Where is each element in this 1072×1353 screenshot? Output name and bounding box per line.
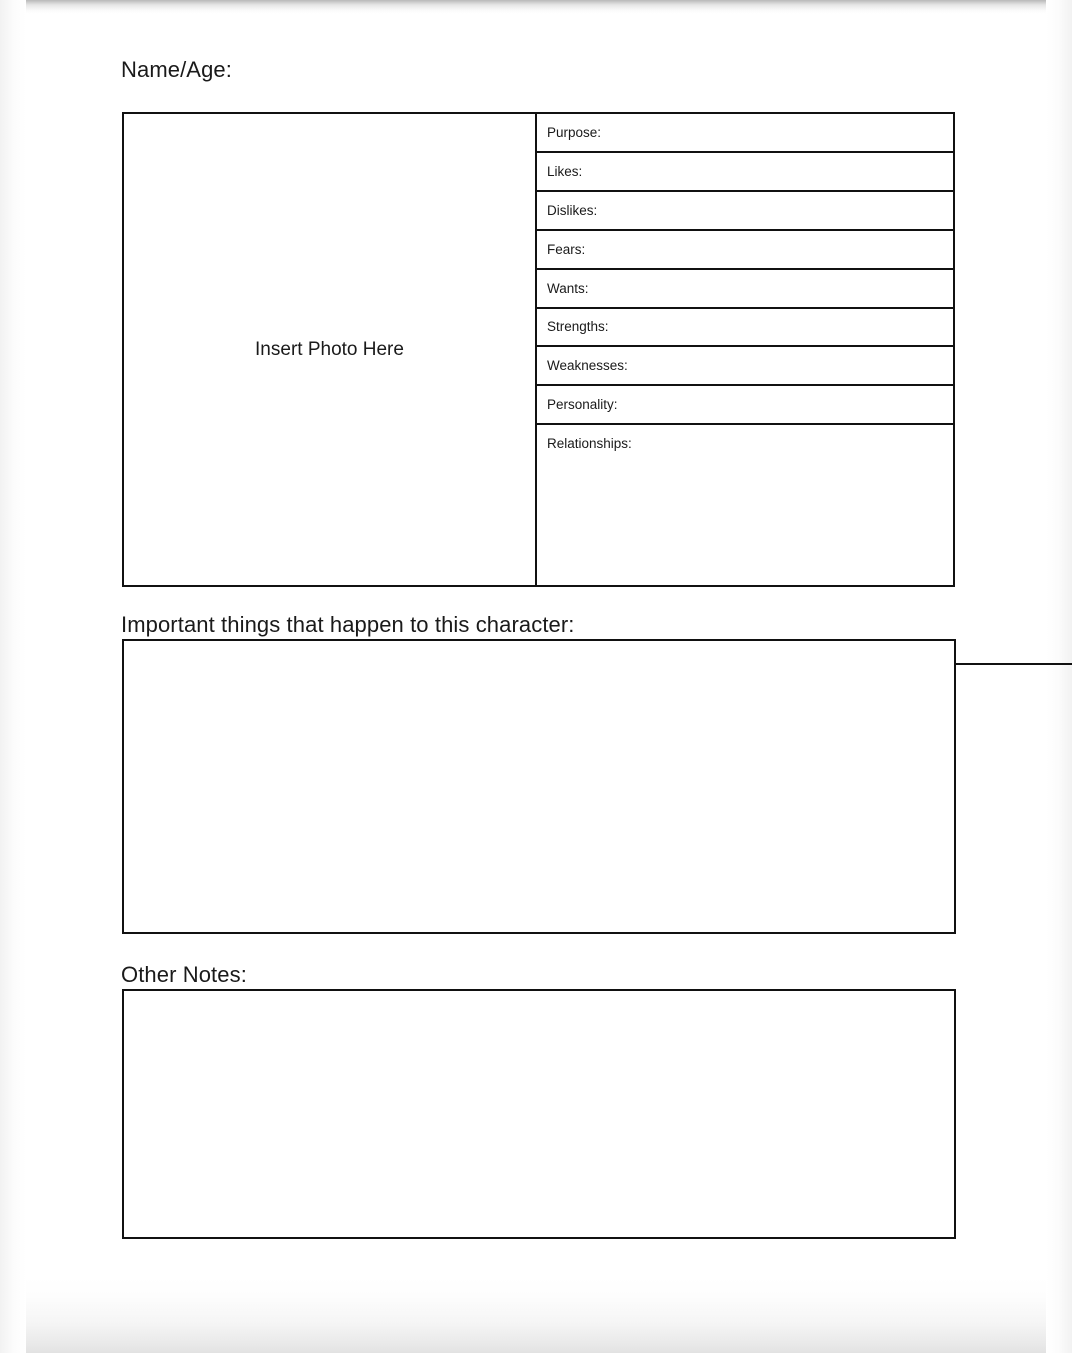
attribute-label-personality: Personality: [547,396,618,412]
name-age-heading: Name/Age: [121,57,232,82]
attribute-column [537,114,953,585]
other-notes-textbox[interactable] [122,989,956,1239]
page-bottom-shading [0,1278,1072,1353]
other-notes-heading: Other Notes: [121,962,247,987]
attribute-row-weaknesses[interactable] [537,347,953,386]
attribute-label-dislikes: Dislikes: [547,202,598,218]
important-events-textbox[interactable] [122,639,956,934]
character-profile-table [122,112,955,587]
attribute-row-likes[interactable] [537,153,953,192]
attribute-label-strengths: Strengths: [547,319,609,335]
attribute-label-relationships: Relationships: [547,436,632,451]
attribute-label-likes: Likes: [547,163,583,179]
attribute-row-personality[interactable] [537,386,953,425]
attribute-row-dislikes[interactable] [537,192,953,231]
page-left-shading [0,0,26,1353]
attribute-label-fears: Fears: [547,241,586,257]
attribute-row-strengths[interactable] [537,309,953,347]
attribute-row-relationships[interactable] [537,425,953,548]
important-events-heading: Important things that happen to this character: [121,612,575,637]
attribute-label-purpose: Purpose: [547,124,602,140]
attribute-row-fears[interactable] [537,231,953,270]
photo-placeholder-cell[interactable] [124,114,537,585]
attribute-row-purpose[interactable] [537,114,953,153]
insert-photo-label: Insert Photo Here [255,338,404,360]
attribute-row-wants[interactable] [537,270,953,309]
attribute-label-wants: Wants: [547,280,589,296]
page-top-shading [0,0,1072,14]
attribute-label-weaknesses: Weaknesses: [547,357,628,373]
